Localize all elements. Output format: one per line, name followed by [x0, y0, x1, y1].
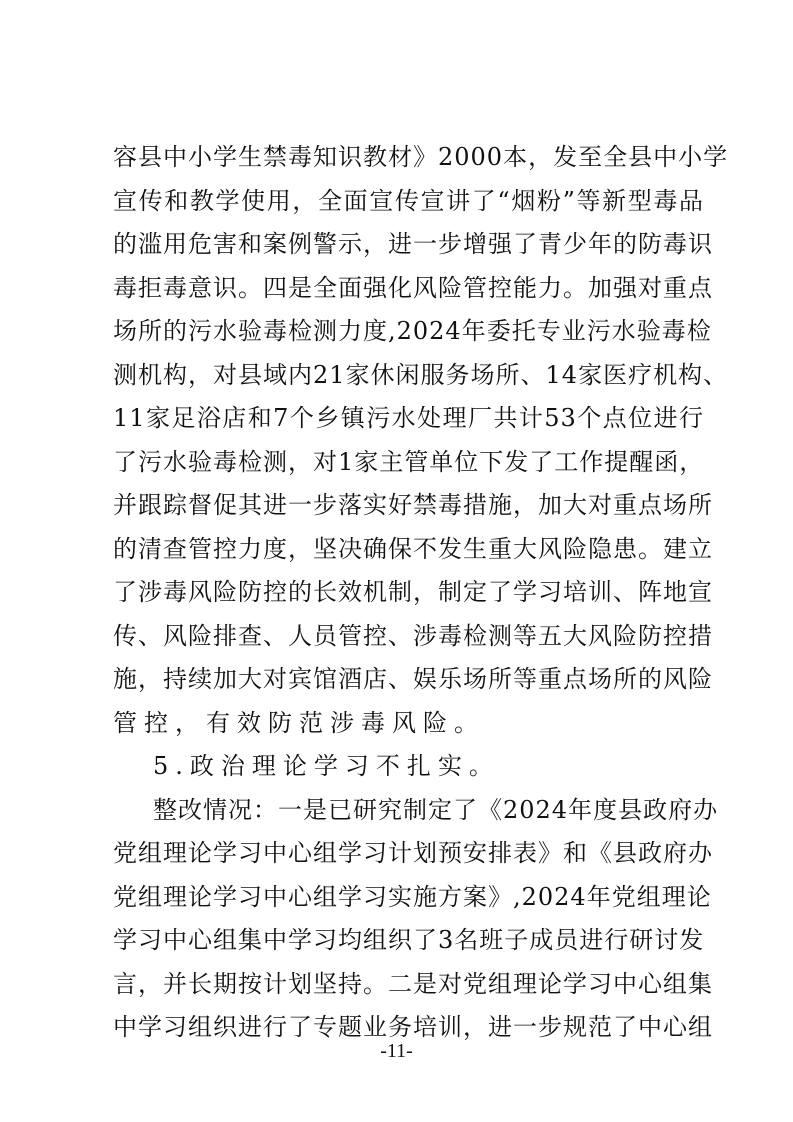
text-line: 传、风险排查、人员管控、涉毒检测等五大风险防控措	[113, 621, 713, 650]
text-line: 施，持续加大对宾馆酒店、娱乐场所等重点场所的风险	[113, 665, 713, 693]
text-line: 的清查管控力度，坚决确保不发生重大风险隐患。建立	[113, 534, 713, 563]
section-heading: 5.政治理论学习不扎实。	[153, 752, 500, 780]
page-number: -11-	[380, 1040, 413, 1062]
text-line: 管控，有效防范涉毒风险。	[113, 708, 485, 737]
text-line: 中学习组织进行了专题业务培训，进一步规范了中心组	[113, 1013, 713, 1041]
text-line: 11家足浴店和7个乡镇污水处理厂共计53个点位进行	[113, 404, 704, 432]
text-line: 学习中心组集中学习均组织了3名班子成员进行研讨发	[113, 926, 705, 954]
text-line: 场所的污水验毒检测力度,2024年委托专业污水验毒检	[113, 317, 712, 345]
text-line: 测机构，对县域内21家休闲服务场所、14家医疗机构、	[113, 360, 729, 389]
text-line: 的滥用危害和案例警示，进一步增强了青少年的防毒识	[113, 230, 713, 258]
text-line: 党组理论学习中心组学习实施方案》,2024年党组理论	[113, 882, 712, 911]
text-line: 言，并长期按计划坚持。二是对党组理论学习中心组集	[113, 969, 713, 998]
text-line: 了污水验毒检测，对1家主管单位下发了工作提醒函，	[113, 447, 705, 476]
text-line: 整改情况：一是已研究制定了《2024年度县政府办	[153, 795, 719, 824]
document-body	[113, 136, 729, 1050]
text-line: 毒拒毒意识。四是全面强化风险管控能力。加强对重点	[113, 273, 713, 302]
text-line: 容县中小学生禁毒知识教材》2000本，发至全县中小学	[113, 143, 729, 171]
text-line: 并跟踪督促其进一步落实好禁毒措施，加大对重点场所	[113, 491, 713, 519]
text-line: 了涉毒风险防控的长效机制，制定了学习培训、阵地宣	[113, 578, 713, 606]
text-line: 党组理论学习中心组学习计划预安排表》和《县政府办	[113, 839, 713, 867]
text-line: 宣传和教学使用，全面宣传宣讲了“烟粉”等新型毒品	[113, 186, 704, 215]
